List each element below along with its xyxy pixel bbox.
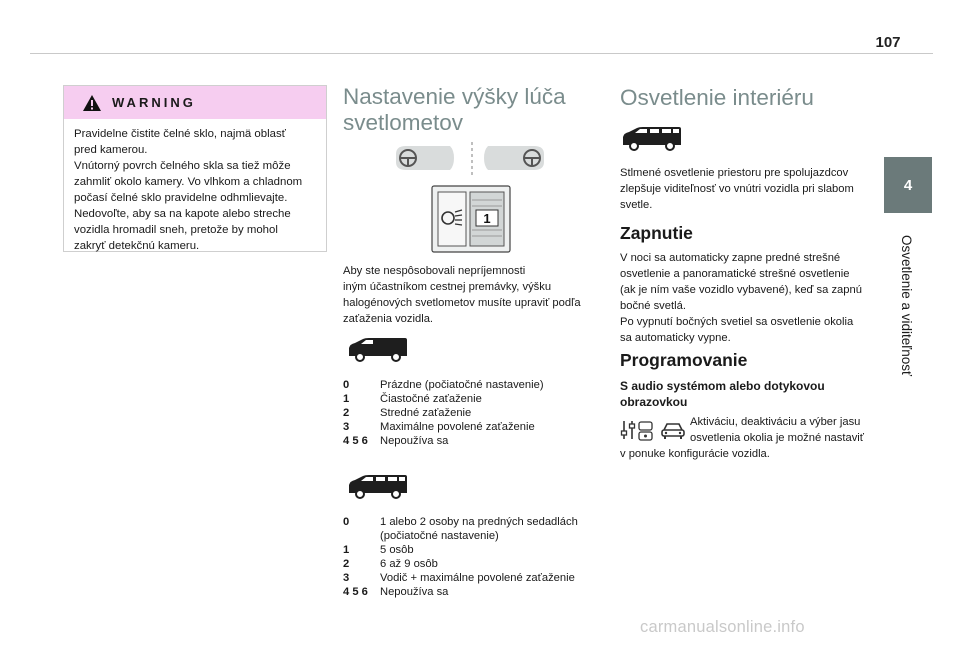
list-key: 2 bbox=[343, 407, 350, 419]
interior-lighting-heading: Osvetlenie interiéru bbox=[620, 85, 814, 110]
text-line: halogénových svetlometov musíte upraviť podľa bbox=[343, 297, 581, 309]
list-value: 6 až 9 osôb bbox=[380, 558, 438, 570]
list-item bbox=[343, 406, 603, 420]
list-item bbox=[343, 571, 603, 585]
settings-sliders-icon bbox=[620, 418, 654, 442]
warning-line: počasí čelné sklo pravidelne odhmlievajte. bbox=[74, 192, 288, 204]
warning-line: vozidla hromadil sneh, pretože by mohol bbox=[74, 224, 278, 236]
text-line: osvetlenie a panoramatické strešné osvetlenie bbox=[620, 268, 850, 280]
watermark: carmanualsonline.info bbox=[640, 618, 805, 636]
list-key: 1 bbox=[343, 544, 350, 556]
list-key: 4 5 6 bbox=[343, 586, 368, 598]
list-key: 3 bbox=[343, 572, 350, 584]
headlamp-intro-text bbox=[343, 263, 598, 327]
list-value: 5 osôb bbox=[380, 544, 414, 556]
interior-lighting-intro bbox=[620, 165, 882, 213]
heading-line: Nastavenie výšky lúča bbox=[343, 84, 566, 109]
list-key: 2 bbox=[343, 558, 350, 570]
list-value: (počiatočné nastavenie) bbox=[380, 530, 499, 542]
programming-subheading bbox=[620, 378, 882, 410]
warning-header bbox=[64, 86, 326, 119]
text-line: V noci sa automaticky zapne predné strešné bbox=[620, 252, 841, 264]
switch-on-heading: Zapnutie bbox=[620, 223, 693, 243]
list-item bbox=[343, 585, 603, 599]
list-item bbox=[343, 434, 603, 448]
text-line: sa automaticky vypne. bbox=[620, 332, 731, 344]
list-key: 0 bbox=[343, 516, 350, 528]
van-icon bbox=[347, 336, 409, 362]
headlamp-thumbwheel-control bbox=[432, 186, 510, 252]
list-value: Stredné zaťaženie bbox=[380, 407, 472, 419]
warning-triangle-icon bbox=[82, 94, 102, 112]
text-line: zlepšuje viditeľnosť vo vnútri vozidla pri slabom bbox=[620, 183, 854, 195]
heading-line: svetlometov bbox=[343, 110, 464, 135]
list-item bbox=[343, 392, 603, 406]
text-line: iným účastníkom cestnej premávky, výšku bbox=[343, 281, 552, 293]
warning-line: zahmliť okolo kamery. Vo vlhkom a chladnom bbox=[74, 176, 303, 188]
list-item bbox=[343, 529, 603, 543]
text-line: (ak je ním vaše vozidlo vybavené), keď sa zapnú bbox=[620, 284, 862, 296]
programming-text-line-3: v ponuke konfigurácie vozidla. bbox=[620, 448, 770, 460]
warning-line: Vnútorný povrch čelného skla sa tiež môže bbox=[74, 160, 291, 172]
list-value: Nepoužíva sa bbox=[380, 435, 449, 447]
list-key: 1 bbox=[343, 393, 350, 405]
text-line: Aby ste nespôsobovali nepríjemnosti bbox=[343, 265, 526, 277]
list-value: Vodič + maximálne povolené zaťaženie bbox=[380, 572, 575, 584]
list-value: Prázdne (počiatočné nastavenie) bbox=[380, 379, 544, 391]
list-value: Nepoužíva sa bbox=[380, 586, 449, 598]
text-line: Po vypnutí bočných svetiel sa osvetlenie okolia bbox=[620, 316, 854, 328]
programming-text-line-1: Aktiváciu, deaktiváciu a výber jasu bbox=[690, 416, 861, 428]
list-key: 0 bbox=[343, 379, 350, 391]
headlamp-beam-heading bbox=[343, 84, 593, 136]
text-line: svetle. bbox=[620, 199, 653, 211]
list-value: Čiastočné zaťaženie bbox=[380, 393, 482, 405]
thumbwheel-position-label: 1 bbox=[483, 211, 491, 226]
list-item bbox=[343, 515, 603, 529]
warning-line: zakryť detekčnú kameru. bbox=[74, 240, 200, 252]
programming-heading: Programovanie bbox=[620, 350, 748, 370]
left-beam-icon bbox=[396, 146, 454, 170]
warning-line: Nedovoľte, aby sa na kapote alebo streche bbox=[74, 208, 291, 220]
text-line: Stlmené osvetlenie priestoru pre spolujazdcov bbox=[620, 167, 849, 179]
list-key: 4 5 6 bbox=[343, 435, 368, 447]
list-value: 1 alebo 2 osoby na predných sedadlách bbox=[380, 516, 578, 528]
list-item bbox=[343, 557, 603, 571]
list-key bbox=[343, 529, 380, 543]
warning-text bbox=[64, 119, 326, 254]
subheading-line: S audio systémom alebo dotykovou bbox=[620, 379, 825, 393]
list-item bbox=[343, 378, 603, 392]
warning-line: pred kamerou. bbox=[74, 144, 148, 156]
list-value: Maximálne povolené zaťaženie bbox=[380, 421, 535, 433]
chapter-title: Osvetlenie a viditeľnosť bbox=[899, 234, 915, 376]
chapter-tab[interactable]: 4 bbox=[884, 157, 932, 213]
list-item bbox=[343, 420, 603, 434]
text-line: bočné svetlá. bbox=[620, 300, 686, 312]
warning-title: WARNING bbox=[112, 95, 196, 110]
load-list-passenger bbox=[343, 515, 603, 599]
car-icon bbox=[660, 421, 686, 441]
header-divider bbox=[30, 53, 933, 54]
right-beam-icon bbox=[484, 146, 544, 170]
warning-box bbox=[63, 85, 327, 252]
list-item bbox=[343, 543, 603, 557]
subheading-line: obrazovkou bbox=[620, 395, 688, 409]
switch-on-text bbox=[620, 250, 882, 346]
list-key: 3 bbox=[343, 421, 350, 433]
programming-text-line-2: osvetlenia okolia je možné nastaviť bbox=[690, 432, 864, 444]
load-list-van bbox=[343, 378, 603, 448]
text-line: zaťaženia vozidla. bbox=[343, 313, 434, 325]
passenger-van-icon bbox=[621, 125, 683, 151]
page-number: 107 bbox=[875, 34, 901, 51]
headlamp-adjust-illustration bbox=[392, 140, 552, 255]
warning-line: Pravidelne čistite čelné sklo, najmä oblasť bbox=[74, 128, 286, 140]
passenger-van-icon bbox=[347, 473, 409, 499]
